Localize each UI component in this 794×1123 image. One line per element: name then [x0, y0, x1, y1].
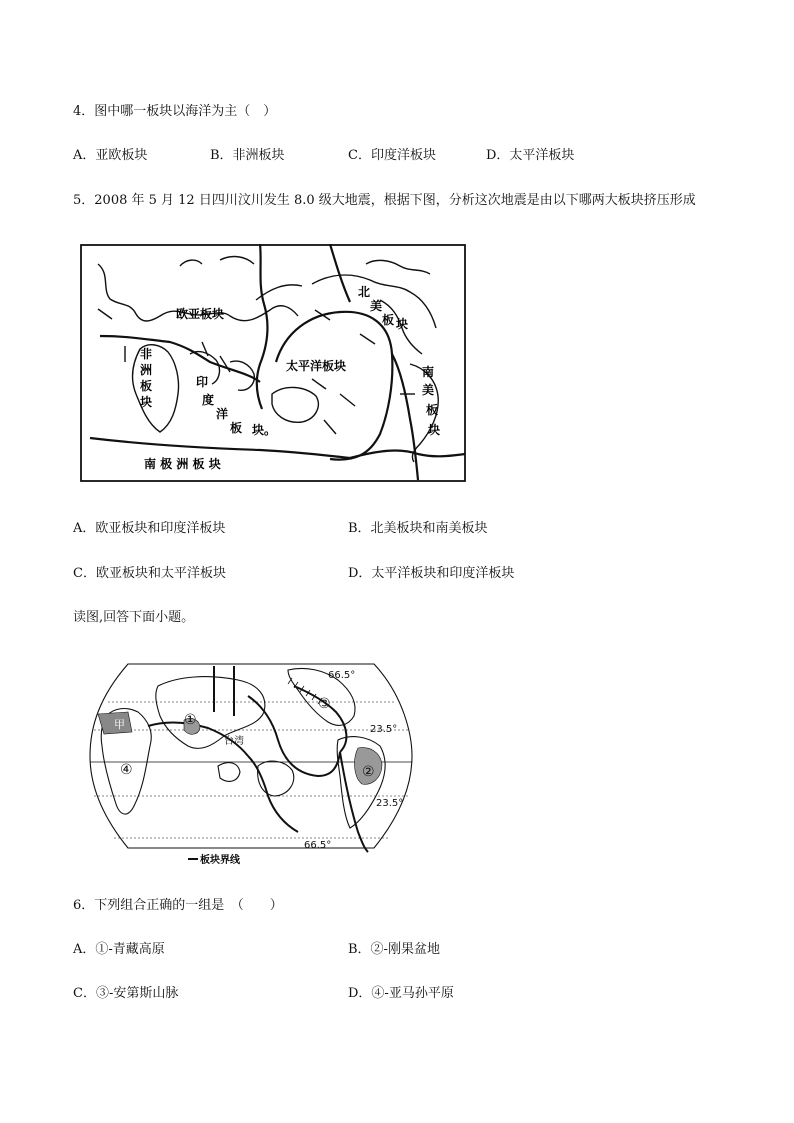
read-intro: 读图,回答下面小题。	[73, 610, 195, 625]
q5-option-d: D．太平洋板块和印度洋板块	[348, 566, 515, 581]
label-north-america-plate-1: 北	[358, 285, 371, 299]
label-south-america-plate-2: 美	[422, 383, 435, 397]
q5-option-c: C．欧亚板块和太平洋板块	[73, 566, 226, 581]
label-north-america-plate-2: 美	[370, 299, 383, 313]
marker-3: ③	[318, 696, 331, 712]
label-indian-plate-3: 洋	[216, 407, 229, 421]
q5-stem: 5．2008 年 5 月 12 日四川汶川发生 8.0 级大地震，根据下图，分析这次地震是由以下哪两大板块挤压形成	[73, 193, 696, 208]
label-indian-plate-1: 印	[196, 375, 209, 389]
legend-boundary-label: 板块界线	[200, 855, 240, 866]
q6-stem: 6．下列组合正确的一组是 （ ）	[73, 898, 283, 913]
label-africa-plate-1: 非	[140, 347, 153, 361]
q4-option-d: D．太平洋板块	[486, 148, 575, 163]
q6-option-d: D．④-亚马孙平原	[348, 986, 454, 1001]
taiwan-label: 台湾	[224, 736, 244, 747]
marker-4: ④	[120, 762, 133, 778]
marker-1: ①	[184, 712, 197, 728]
q5-option-b: B．北美板块和南美板块	[348, 521, 488, 536]
label-south-america-plate-4: 块	[428, 423, 441, 437]
label-north-america-plate-4: 块	[396, 317, 409, 331]
label-africa-plate-2: 洲	[140, 363, 153, 377]
label-indian-plate-2: 度	[202, 393, 215, 407]
world-map	[88, 656, 414, 866]
tropic-south-label: 23.5°	[376, 798, 404, 809]
q4-stem: 4．图中哪一板块以海洋为主（ ）	[73, 104, 277, 119]
plate-map	[80, 244, 466, 482]
label-south-america-plate-1: 南	[422, 365, 435, 379]
q6-option-a: A．①-青藏高原	[73, 942, 165, 957]
q4-option-b: B．非洲板块	[210, 148, 285, 163]
label-eurasia-plate: 欧亚板块	[176, 307, 225, 321]
marker-2: ②	[362, 764, 375, 780]
label-pacific-plate: 太平洋板块	[286, 359, 347, 373]
tropic-north-label: 23.5°	[370, 724, 398, 735]
q5-option-a: A．欧亚板块和印度洋板块	[73, 521, 226, 536]
lat-north-polar-label: 66.5°	[328, 670, 356, 681]
q4-option-a: A．亚欧板块	[73, 148, 148, 163]
q6-option-b: B．②-刚果盆地	[348, 942, 440, 957]
label-africa-plate-3: 板	[140, 379, 153, 393]
label-indian-plate-5: 块。	[252, 423, 277, 437]
lat-south-polar-label: 66.5°	[304, 840, 332, 851]
q6-option-c: C．③-安第斯山脉	[73, 986, 179, 1001]
label-south-america-plate-3: 板	[426, 403, 439, 417]
jia-label: 甲	[114, 718, 125, 731]
q4-option-c: C．印度洋板块	[348, 148, 436, 163]
label-indian-plate-4: 板	[230, 421, 243, 435]
label-antarctic-plate: 南 极 洲 板 块	[144, 457, 221, 471]
label-north-america-plate-3: 板	[382, 313, 395, 327]
label-africa-plate-4: 块	[140, 395, 153, 409]
